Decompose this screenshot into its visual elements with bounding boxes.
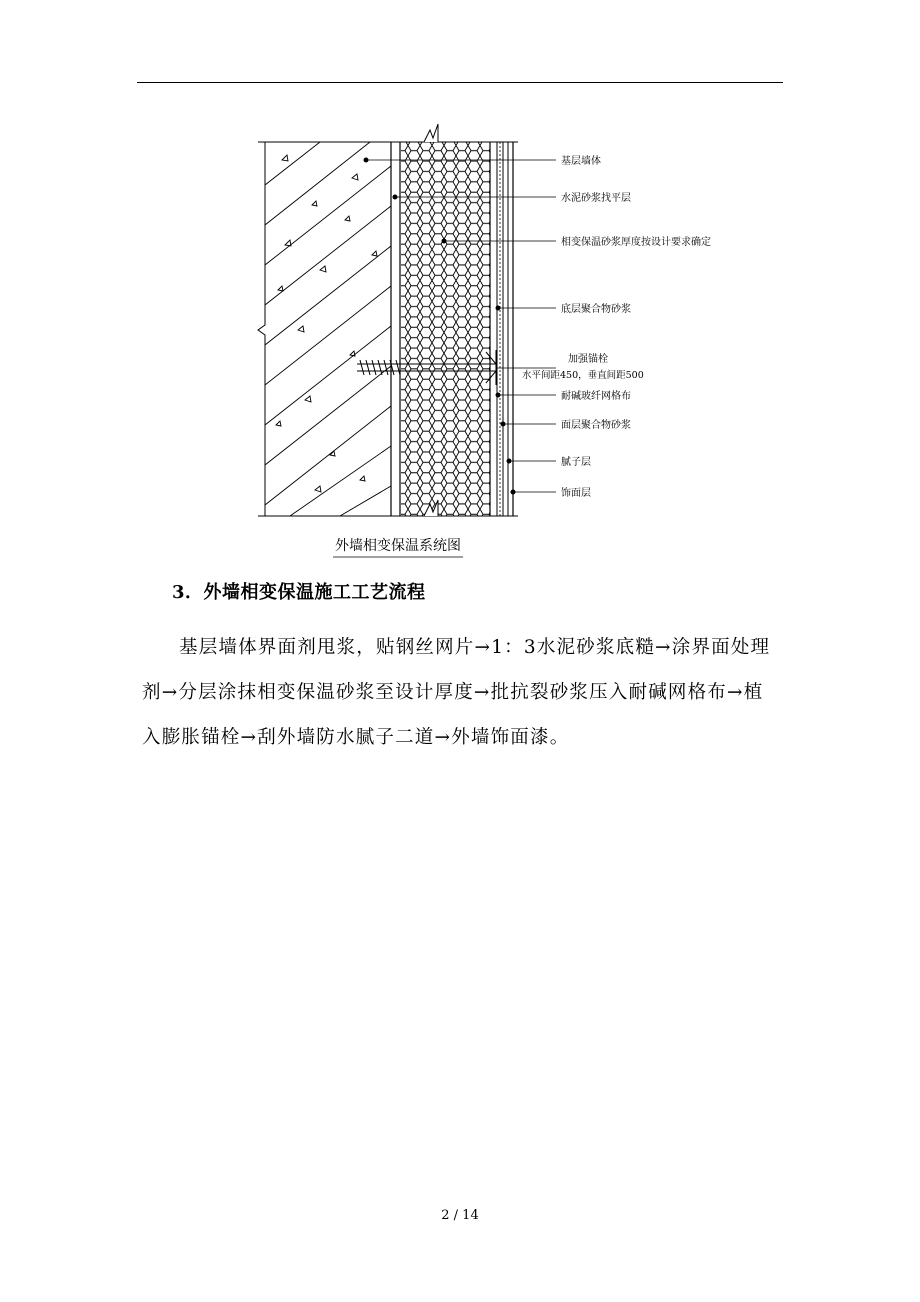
label-pcm-mortar: 相变保温砂浆厚度按设计要求确定 (561, 237, 711, 248)
body-paragraph: 基层墙体界面剂甩浆，贴钢丝网片→1：3水泥砂浆底糙→涂界面处理剂→分层涂抹相变保温砂浆至设计厚度→批抗裂砂浆压入耐碱网格布→植入膨胀锚栓→刮外墙防水腻子二道→外墙饰面漆。 (142, 637, 771, 748)
label-surface-polymer: 面层聚合物砂浆 (561, 420, 631, 431)
base-wall (265, 142, 391, 516)
label-cement-leveling: 水泥砂浆找平层 (561, 193, 631, 204)
wall-break-line (258, 142, 265, 516)
label-fiber-mesh: 耐碱玻纤网格布 (561, 391, 631, 402)
label-finish: 饰面层 (561, 488, 591, 499)
wall-insulation-diagram (0, 0, 920, 570)
label-putty: 腻子层 (561, 457, 591, 468)
label-anchor-spacing: 水平间距450，垂直间距500 (522, 370, 644, 381)
label-base-wall: 基层墙体 (561, 156, 601, 167)
label-base-polymer: 底层聚合物砂浆 (561, 304, 631, 315)
page-number: 2 / 14 (441, 1208, 479, 1223)
figure-caption: 外墙相变保温系统图 (335, 538, 461, 554)
pcm-layer (401, 142, 490, 516)
label-anchor-title: 加强锚栓 (568, 354, 608, 365)
top-break-mark (424, 124, 438, 142)
section-title: 3．外墙相变保温施工工艺流程 (172, 582, 426, 603)
